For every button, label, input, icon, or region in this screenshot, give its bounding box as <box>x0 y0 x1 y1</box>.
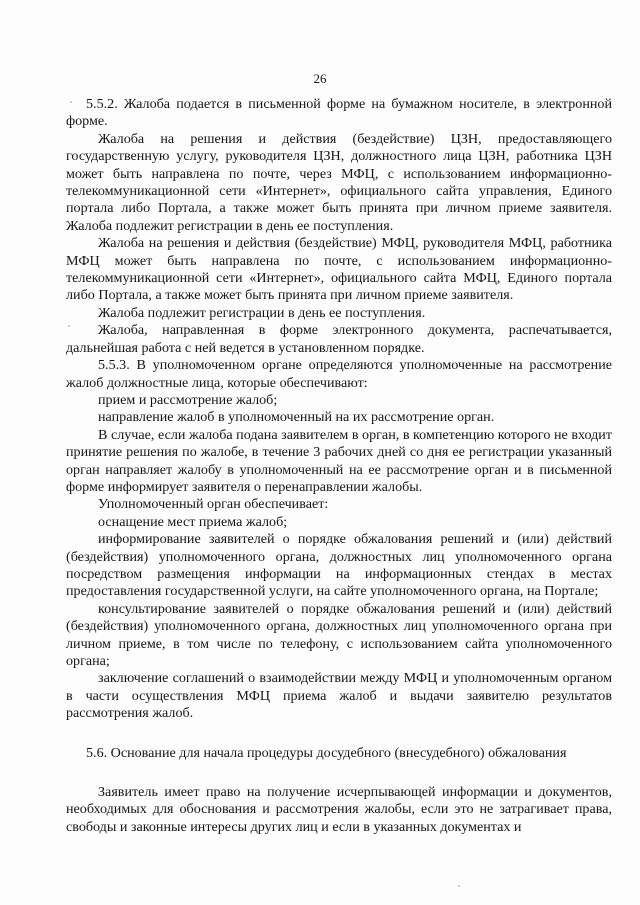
paragraph: Жалоба на решения и действия (бездействие) ЦЗН, предоставляющего государственную услугу, руководителя ЦЗН, должностного лица ЦЗН, работника ЦЗН может быть направлена по почте, через МФЦ, с использованием информационно-телекоммуникационной сети «Интернет», официального сайта управления, Единого портала либо Портала, а также может быть принята при личном приеме заявителя. Жалоба подлежит регистрации в день ее поступления. <box>66 130 612 234</box>
list-item: информирование заявителей о порядке обжалования решений и (или) действий (бездействия) уполномоченного органа, должностных лиц уполномоченного органа посредством размещения информации на информационных стендах в местах предоставления государственной услуги, на сайте уполномоченного органа, на Портале; <box>66 531 612 600</box>
list-item: оснащение мест приема жалоб; <box>98 513 288 530</box>
paragraph: Жалоба на решения и действия (бездействие) МФЦ, руководителя МФЦ, работника МФЦ может быть направлена по почте, с использованием информационно-телекоммуникационной сети «Интернет», официального сайта МФЦ, Единого портала либо Портала, а также может быть принята при личном приеме заявителя. <box>66 235 612 304</box>
paragraph-5-5-2: 5.5.2. Жалоба подается в письменной форме на бумажном носителе, в электронной форме. <box>66 96 612 130</box>
paragraph: Заявитель имеет право на получение исчерпывающей информации и документов, необходимых для обоснования и рассмотрения жалобы, если это не затрагивает права, свободы и законные интересы других лиц и если в указанных документах и <box>66 784 612 835</box>
list-item: прием и рассмотрение жалоб; <box>98 391 278 408</box>
paragraph: В случае, если жалоба подана заявителем в орган, в компетенцию которого не входит принятие решения по жалобе, в течение 3 рабочих дней со дня ее регистрации указанный орган направляет жалобу в уполномоченный на ее рассмотрение орган и в письменной форме информирует заявителя о перенаправлении жалобы. <box>66 426 612 495</box>
list-item: направление жалоб в уполномоченный на их рассмотрение орган. <box>98 409 495 426</box>
paragraph: Уполномоченный орган обеспечивает: <box>98 496 329 513</box>
scan-speck <box>458 885 460 887</box>
list-item: заключение соглашений о взаимодействии между МФЦ и уполномоченным органом в части осуществления МФЦ приема жалоб и выдачи заявителю результатов рассмотрения жалоб. <box>66 670 612 722</box>
list-item: консультирование заявителей о порядке обжалования решений и (или) действий (бездействия) уполномоченного органа, должностных лиц уполномоченного органа при личном приеме, в том числе по телефону, с использованием сайта уполномоченного органа; <box>66 600 612 669</box>
page-number: 26 <box>313 71 327 86</box>
scan-speck <box>68 325 70 327</box>
paragraph: Жалоба подлежит регистрации в день ее поступления. <box>98 304 426 321</box>
section-heading-5-6: 5.6. Основание для начала процедуры досудебного (внесудебного) обжалования <box>86 744 567 761</box>
paragraph: Жалоба, направленная в форме электронного документа, распечатывается, дальнейшая работа с ней ведется в установленном порядке. <box>66 322 612 356</box>
paragraph-5-5-3: 5.5.3. В уполномоченном органе определяются уполномоченные на рассмотрение жалоб должностные лица, которые обеспечивают: <box>66 357 612 391</box>
scan-speck <box>70 101 72 103</box>
document-body <box>66 96 612 836</box>
